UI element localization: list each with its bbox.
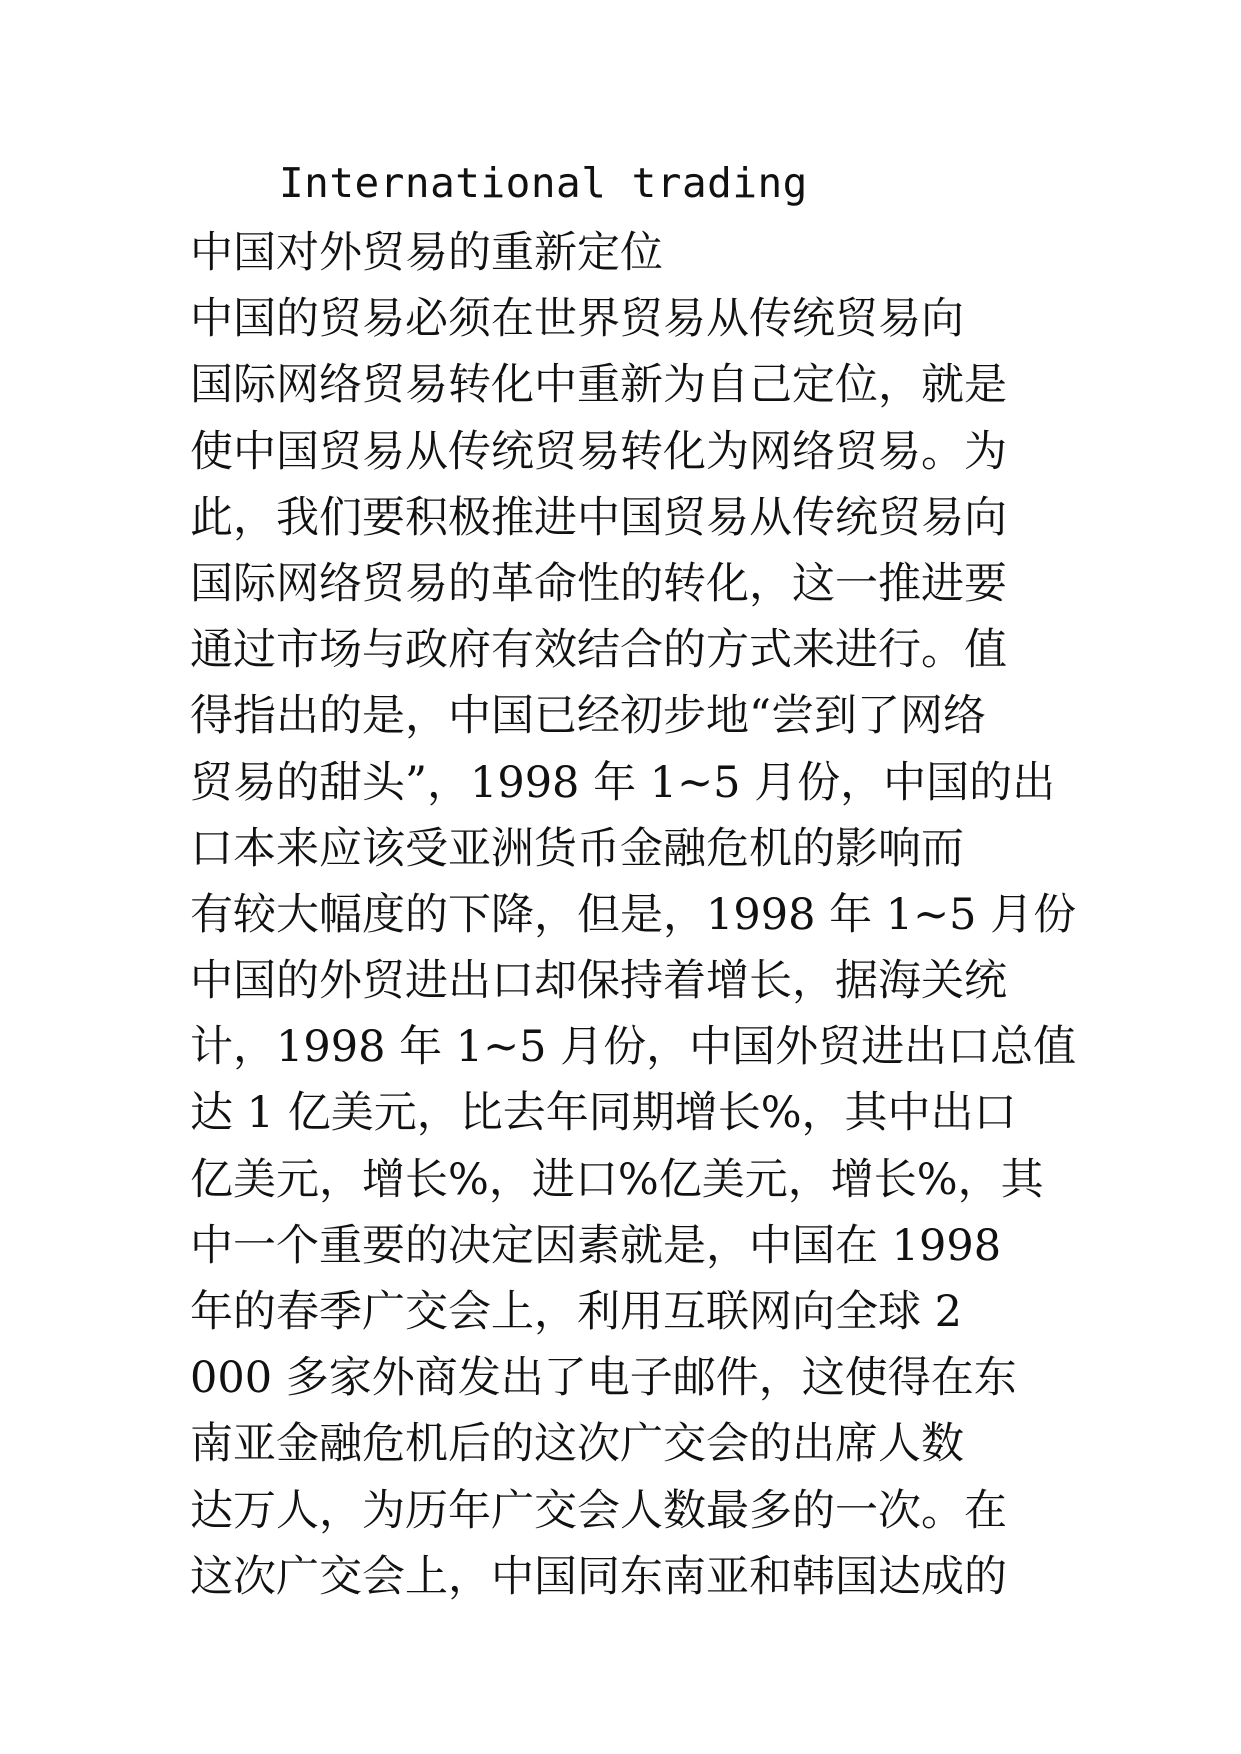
text-line: 达 1 亿美元，比去年同期增长%，其中出口 [190, 1088, 1017, 1139]
text-line: 计，1998 年 1~5 月份，中国外贸进出口总值 [190, 1022, 1077, 1073]
text-line: 年的春季广交会上，利用互联网向全球 2 [190, 1287, 963, 1337]
text-line: 南亚金融危机后的这次广交会的出席人数 [190, 1419, 964, 1470]
text-line: 000 多家外商发出了电子邮件，这使得在东 [190, 1353, 1017, 1404]
text-line: 这次广交会上，中国同东南亚和韩国达成的 [190, 1551, 1007, 1602]
heading-line: 中国对外贸易的重新定位 [190, 228, 663, 278]
text-line: 通过市场与政府有效结合的方式来进行。值 [190, 625, 1007, 676]
text-line: 国际网络贸易转化中重新为自己定位，就是 [190, 360, 1007, 411]
text-line: 得指出的是，中国已经初步地“尝到了网络 [190, 691, 986, 742]
text-line: 有较大幅度的下降，但是，1998 年 1~5 月份 [190, 889, 1077, 940]
text-line: 中国的外贸进出口却保持着增长，据海关统 [190, 956, 1007, 1007]
text-line: 中一个重要的决定因素就是，中国在 1998 [190, 1220, 1002, 1271]
text-line: 贸易的甜头”，1998 年 1~5 月份，中国的出 [190, 757, 1056, 808]
text-line: 国际网络贸易的革命性的转化，这一推进要 [190, 558, 1007, 609]
english-title: International trading [279, 159, 808, 207]
text-line: 口本来应该受亚洲货币金融危机的影响而 [190, 823, 964, 874]
text-line: 中国的贸易必须在世界贸易从传统贸易向 [190, 294, 964, 345]
body-text [190, 220, 1077, 1610]
text-line: 使中国贸易从传统贸易转化为网络贸易。为 [190, 426, 1007, 477]
text-line: 达万人，为历年广交会人数最多的一次。在 [190, 1485, 1007, 1536]
text-line: 亿美元，增长%，进口%亿美元，增长%，其 [190, 1154, 1044, 1205]
text-line: 此，我们要积极推进中国贸易从传统贸易向 [190, 492, 1007, 543]
